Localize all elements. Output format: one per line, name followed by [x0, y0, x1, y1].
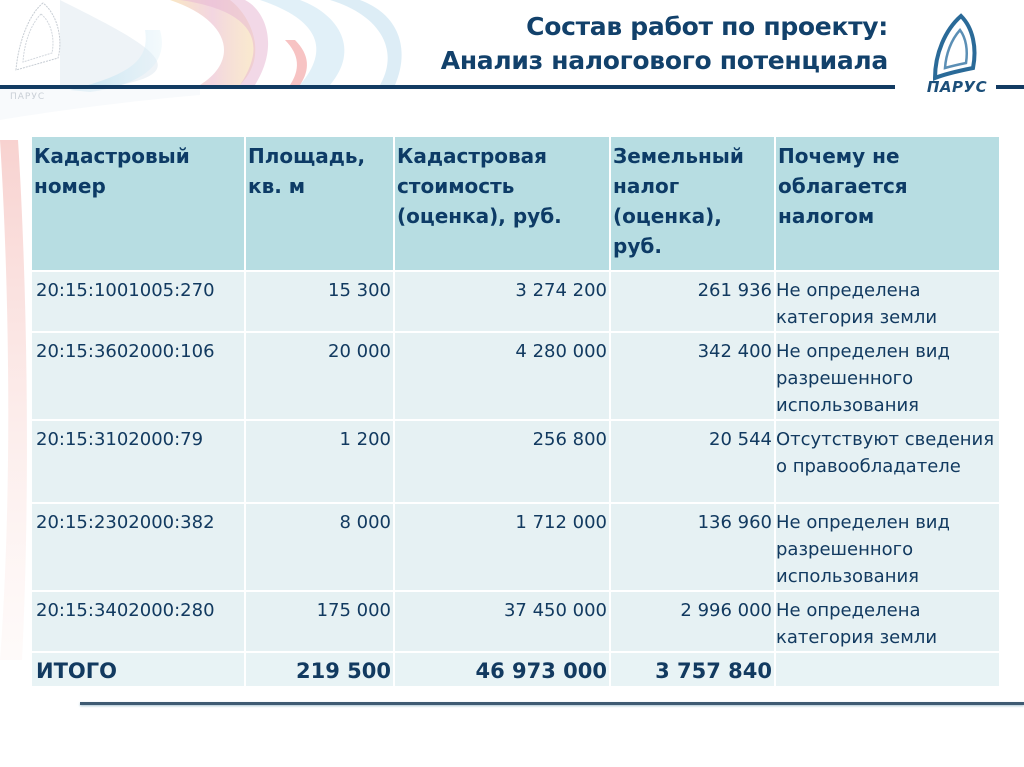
table-row — [31, 271, 1000, 332]
reason-cell: Отсутствуют сведения о правообладателе — [775, 420, 1000, 503]
cadastral-value-cell: 256 800 — [394, 420, 610, 503]
cadastral-value-cell: 4 280 000 — [394, 332, 610, 420]
table-header-row — [31, 136, 1000, 271]
area-cell: 1 200 — [245, 420, 394, 503]
title-line-2: Анализ налогового потенциала — [440, 46, 888, 75]
cadastral-number-cell: 20:15:1001005:270 — [31, 271, 245, 332]
total-land-tax: 3 757 840 — [610, 652, 775, 687]
total-label: ИТОГО — [31, 652, 245, 687]
reason-cell: Не определен вид разрешенного использования — [775, 332, 1000, 420]
land-tax-cell: 342 400 — [610, 332, 775, 420]
column-header-area: Площадь, кв. м — [245, 136, 394, 271]
column-header-cadastral-number: Кадастровый номер — [31, 136, 245, 271]
slide-title — [380, 10, 888, 78]
tax-analysis-table — [30, 135, 1001, 688]
land-tax-cell: 20 544 — [610, 420, 775, 503]
area-cell: 15 300 — [245, 271, 394, 332]
total-cadastral-value: 46 973 000 — [394, 652, 610, 687]
table-row — [31, 420, 1000, 503]
cadastral-value-cell: 3 274 200 — [394, 271, 610, 332]
reason-cell: Не определена категория земли — [775, 591, 1000, 652]
cadastral-number-cell: 20:15:3102000:79 — [31, 420, 245, 503]
column-header-land-tax: Земельный налог (оценка), руб. — [610, 136, 775, 271]
footer-divider — [80, 702, 1024, 705]
header-divider-right — [996, 85, 1024, 89]
column-header-reason: Почему не облагается налогом — [775, 136, 1000, 271]
title-line-1: Состав работ по проекту: — [526, 12, 888, 41]
land-tax-cell: 2 996 000 — [610, 591, 775, 652]
area-cell: 175 000 — [245, 591, 394, 652]
logo-text: ПАРУС — [926, 78, 988, 96]
reason-cell: Не определена категория земли — [775, 271, 1000, 332]
table-row — [31, 591, 1000, 652]
column-header-cadastral-value: Кадастровая стоимость (оценка), руб. — [394, 136, 610, 271]
total-row — [31, 652, 1000, 687]
reason-cell: Не определен вид разрешенного использования — [775, 503, 1000, 591]
cadastral-number-cell: 20:15:3602000:106 — [31, 332, 245, 420]
cadastral-value-cell: 1 712 000 — [394, 503, 610, 591]
ghost-logo-watermark — [8, 0, 68, 80]
table-row — [31, 332, 1000, 420]
cadastral-value-cell: 37 450 000 — [394, 591, 610, 652]
cadastral-number-cell: 20:15:3402000:280 — [31, 591, 245, 652]
total-reason — [775, 652, 1000, 687]
land-tax-cell: 261 936 — [610, 271, 775, 332]
area-cell: 20 000 — [245, 332, 394, 420]
ghost-logo-text: ПАРУС — [10, 92, 46, 102]
table-row — [31, 503, 1000, 591]
cadastral-number-cell: 20:15:2302000:382 — [31, 503, 245, 591]
land-tax-cell: 136 960 — [610, 503, 775, 591]
area-cell: 8 000 — [245, 503, 394, 591]
header-divider — [0, 85, 895, 89]
total-area: 219 500 — [245, 652, 394, 687]
